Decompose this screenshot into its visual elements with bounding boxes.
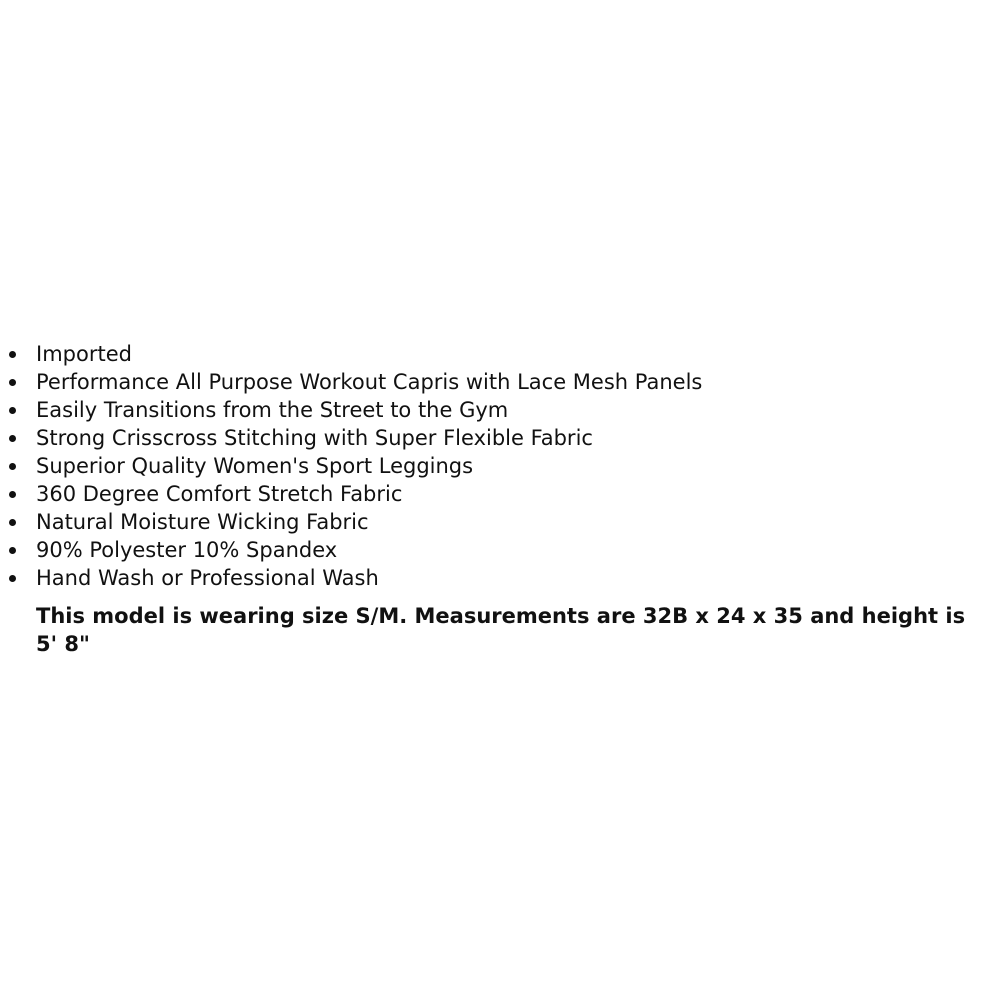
list-item xyxy=(0,508,1000,536)
list-item xyxy=(0,480,1000,508)
bullet-icon xyxy=(9,491,16,498)
list-item xyxy=(0,452,1000,480)
list-item xyxy=(0,340,1000,368)
list-item xyxy=(0,396,1000,424)
feature-text: Hand Wash or Professional Wash xyxy=(36,566,379,590)
product-details xyxy=(0,340,1000,658)
bullet-icon xyxy=(9,547,16,554)
feature-text: Easily Transitions from the Street to the Gym xyxy=(36,398,509,422)
feature-text: Strong Crisscross Stitching with Super Flexible Fabric xyxy=(36,426,593,450)
feature-text: 360 Degree Comfort Stretch Fabric xyxy=(36,482,403,506)
bullet-icon xyxy=(9,435,16,442)
list-item xyxy=(0,564,1000,592)
feature-list xyxy=(0,340,1000,592)
list-item xyxy=(0,424,1000,452)
feature-text: 90% Polyester 10% Spandex xyxy=(36,538,338,562)
feature-text: Imported xyxy=(36,342,132,366)
bullet-icon xyxy=(9,407,16,414)
feature-text: Performance All Purpose Workout Capris with Lace Mesh Panels xyxy=(36,370,703,394)
bullet-icon xyxy=(9,463,16,470)
model-size-note: This model is wearing size S/M. Measurements are 32B x 24 x 35 and height is 5' 8" xyxy=(36,604,966,656)
bullet-icon xyxy=(9,575,16,582)
list-item xyxy=(0,536,1000,564)
bullet-icon xyxy=(9,379,16,386)
feature-text: Natural Moisture Wicking Fabric xyxy=(36,510,369,534)
list-item xyxy=(0,368,1000,396)
bullet-icon xyxy=(9,519,16,526)
bullet-icon xyxy=(9,351,16,358)
feature-text: Superior Quality Women's Sport Leggings xyxy=(36,454,474,478)
